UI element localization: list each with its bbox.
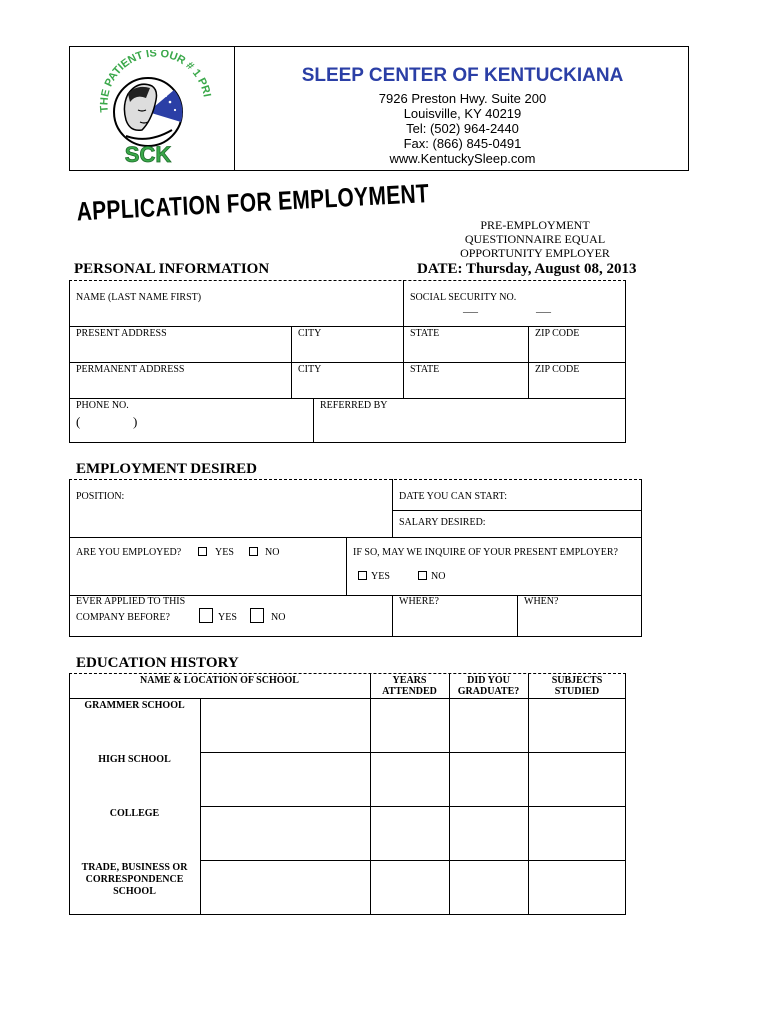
ssn-blank-2: ___ [536,303,551,314]
position-field[interactable]: POSITION: [76,491,125,502]
present-address-field[interactable]: PRESENT ADDRESS [76,328,167,339]
permanent-city-field[interactable]: CITY [298,364,322,375]
salary-field[interactable]: SALARY DESIRED: [399,517,486,528]
present-city-field[interactable]: CITY [298,328,322,339]
row-high-school: HIGH SCHOOL [98,754,171,765]
row-trade-school-2: CORRESPONDENCE [85,874,184,885]
row-college: COLLEGE [109,808,160,819]
org-website: www.KentuckySleep.com [389,151,536,166]
ever-applied-question-1: EVER APPLIED TO THIS [76,596,186,607]
org-name: SLEEP CENTER OF KENTUCKIANA [301,65,624,86]
phone-paren-open: ( [76,414,81,429]
trade-school-name-cell[interactable] [201,861,369,914]
col-years-2: ATTENDED [382,686,437,697]
referred-by-field[interactable]: REFERRED BY [320,400,388,411]
applied-yes-label: YES [218,612,237,623]
when-field[interactable]: WHEN? [524,596,559,607]
pre-employment-line-1: PRE-EMPLOYMENT [480,218,590,232]
org-address-1: 7926 Preston Hwy. Suite 200 [378,91,547,106]
start-date-field[interactable]: DATE YOU CAN START: [399,491,508,502]
col-subjects-1: SUBJECTS [551,675,603,686]
high-school-name-cell[interactable] [201,753,369,805]
employed-yes-label: YES [215,547,234,558]
present-state-field[interactable]: STATE [410,328,440,339]
ever-applied-question-2: COMPANY BEFORE? [76,612,170,623]
education-heading: EDUCATION HISTORY [76,655,239,671]
col-graduate-2: GRADUATE? [457,686,520,697]
col-years-1: YEARS [392,675,427,686]
employed-question: ARE YOU EMPLOYED? [76,547,182,558]
ssn-blank-1: ___ [463,303,478,314]
employed-no-checkbox[interactable] [249,547,258,556]
applied-yes-checkbox[interactable] [199,608,213,623]
col-graduate-1: DID YOU [467,675,510,686]
personal-info-heading: PERSONAL INFORMATION [74,261,270,277]
college-name-cell[interactable] [201,807,369,859]
org-address-2: Louisville, KY 40219 [403,106,522,121]
company-logo [86,50,226,168]
inquire-no-checkbox[interactable] [418,571,427,580]
applied-no-checkbox[interactable] [250,608,264,623]
pre-employment-line-2: QUESTIONNAIRE EQUAL [464,232,606,246]
form-title: APPLICATION FOR EMPLOYMENT [76,179,430,227]
org-phone: Tel: (502) 964-2440 [406,121,519,136]
row-grammar-school: GRAMMER SCHOOL [84,700,185,711]
employed-yes-checkbox[interactable] [198,547,207,556]
employed-no-label: NO [265,547,280,558]
where-field[interactable]: WHERE? [399,596,439,607]
inquire-no-label: NO [431,571,446,582]
pre-employment-line-3: OPPORTUNITY EMPLOYER [460,246,610,260]
row-trade-school-3: SCHOOL [113,886,156,897]
phone-field[interactable]: PHONE NO. [76,400,129,411]
letterhead-divider [234,46,235,171]
applied-no-label: NO [271,612,286,623]
ssn-field[interactable]: SOCIAL SECURITY NO. [410,292,517,303]
inquire-yes-checkbox[interactable] [358,571,367,580]
present-zip-field[interactable]: ZIP CODE [535,328,580,339]
phone-paren-close: ) [133,414,138,429]
name-field[interactable]: NAME (LAST NAME FIRST) [76,292,202,303]
form-date: DATE: Thursday, August 08, 2013 [417,261,637,277]
permanent-zip-field[interactable]: ZIP CODE [535,364,580,375]
grammar-school-name-cell[interactable] [201,699,369,751]
logo-arc-text: THE PATIENT IS OUR # 1 PRI [98,50,213,113]
employment-desired-heading: EMPLOYMENT DESIRED [76,461,257,477]
col-subjects-2: STUDIED [554,686,600,697]
col-school-name: NAME & LOCATION OF SCHOOL [140,675,299,686]
inquire-yes-label: YES [371,571,390,582]
permanent-state-field[interactable]: STATE [410,364,440,375]
logo-letters: SCK [124,142,172,167]
inquire-question: IF SO, MAY WE INQUIRE OF YOUR PRESENT EMPLOYER? [353,547,618,558]
org-fax: Fax: (866) 845-0491 [403,136,522,151]
permanent-address-field[interactable]: PERMANENT ADDRESS [76,364,185,375]
row-trade-school-1: TRADE, BUSINESS OR [81,862,188,873]
